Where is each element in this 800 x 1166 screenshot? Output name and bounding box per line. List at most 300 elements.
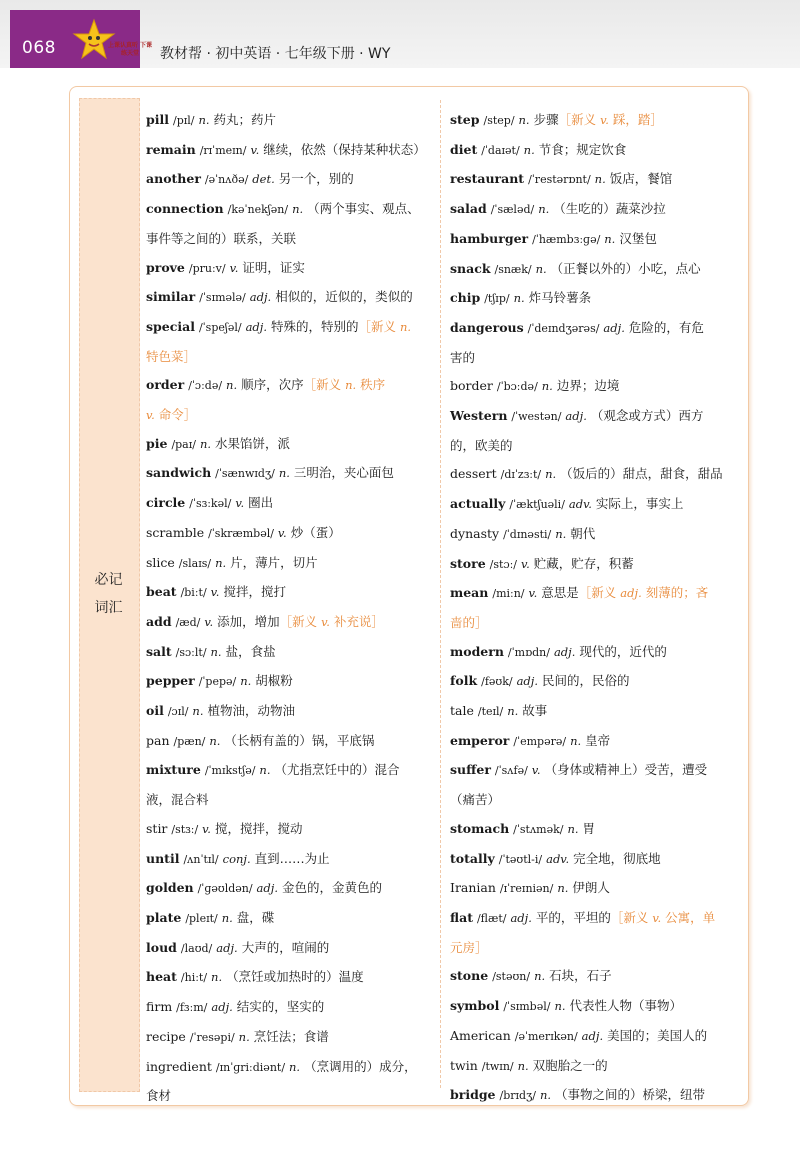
vocab-row — [450, 727, 740, 757]
new-meaning-text: ［新义 — [303, 377, 346, 393]
vocab-phonetic: /ˈdeɪndʒərəs/ — [527, 321, 600, 335]
vocab-word: ingredient — [146, 1058, 212, 1074]
vocab-pos: n. — [567, 821, 579, 836]
vocab-pos: adv. — [568, 497, 592, 512]
vocab-pos: n. — [199, 436, 212, 451]
vocab-meaning: 故事 — [522, 703, 548, 719]
vocab-phonetic: /ɔɪl/ — [167, 705, 189, 719]
vocab-meaning: （烹调用的）成分， — [304, 1058, 417, 1074]
vocab-row — [146, 283, 436, 313]
vocab-phonetic: /ˈresəpi/ — [189, 1030, 235, 1044]
vocab-word: remain — [146, 141, 196, 157]
vocab-word: heat — [146, 969, 177, 985]
vocab-pos: det. — [252, 172, 275, 187]
vocab-phonetic: /dɪˈzɜːt/ — [500, 468, 542, 482]
vocab-new-meaning — [559, 112, 663, 127]
vocab-phonetic: /ˈwestən/ — [511, 410, 562, 424]
new-meaning-pos: n. — [400, 319, 412, 334]
vocab-pos: adj. — [256, 881, 278, 896]
vocab-row — [450, 697, 740, 727]
vocab-row — [146, 489, 436, 519]
vocab-phonetic: /ˈæktʃuəli/ — [509, 498, 565, 512]
vocab-meaning: 顺序，次序 — [241, 377, 304, 393]
vocab-pos: adv. — [546, 851, 570, 866]
new-meaning-text: 补充说］ — [329, 613, 384, 629]
vocab-word: actually — [450, 496, 506, 512]
vocab-phonetic: /ˈmɪkstʃə/ — [204, 764, 256, 778]
vocab-new-meaning — [359, 319, 412, 334]
new-meaning-text: ［新义 — [358, 318, 401, 334]
vocab-word: sandwich — [146, 465, 212, 481]
vocab-pos: n. — [289, 1059, 301, 1074]
new-meaning-text: 刻薄的；吝 — [641, 585, 709, 601]
side-label — [79, 566, 138, 622]
vocab-pos: n. — [240, 674, 252, 689]
vocab-meaning: （尤指烹饪中的）混合 — [274, 762, 400, 778]
vocab-pos: adj. — [510, 910, 532, 925]
vocab-row — [450, 1022, 740, 1052]
vocab-meaning: 边界；边境 — [556, 378, 620, 394]
vocab-row — [450, 165, 740, 195]
vocab-meaning: 危险的，有危 — [628, 319, 704, 335]
vocab-phonetic: /stɔː/ — [489, 557, 518, 571]
vocab-meaning: 搅，搅拌，搅动 — [214, 820, 303, 836]
vocab-row — [146, 519, 436, 549]
vocab-meaning: 石块，石子 — [549, 968, 612, 984]
vocab-word: another — [146, 171, 201, 187]
new-meaning-pos: v. — [652, 910, 662, 925]
vocab-row — [450, 284, 740, 314]
vocab-phonetic: /kəˈnekʃən/ — [227, 203, 289, 217]
vocab-phonetic: /ˈsʌfə/ — [494, 764, 528, 778]
vocab-pos: v. — [210, 585, 220, 600]
vocab-phonetic: /ɪˈreɪniən/ — [499, 882, 554, 896]
new-meaning-text: 元房］ — [450, 939, 488, 955]
vocab-meaning: 民间的，民俗的 — [542, 673, 630, 689]
vocab-pos: adj. — [211, 1000, 233, 1015]
vocab-row — [450, 402, 740, 432]
vocab-word: pie — [146, 435, 168, 451]
vocab-row — [450, 845, 740, 875]
vocab-word: recipe — [146, 1028, 186, 1044]
vocab-meaning: 朝代 — [570, 525, 596, 541]
vocab-meaning: 皇帝 — [585, 732, 611, 748]
vocab-row — [146, 845, 436, 875]
vocab-phonetic: /ˈdɪnəsti/ — [503, 527, 552, 541]
vocab-meaning: 搅拌，搅打 — [223, 584, 286, 600]
vocab-meaning: 贮藏，贮存，积蓄 — [533, 555, 634, 571]
vocab-row — [146, 225, 436, 254]
vocab-word: mean — [450, 585, 489, 601]
vocab-word: border — [450, 378, 493, 394]
vocab-word: beat — [146, 584, 177, 600]
vocab-row — [146, 136, 436, 166]
vocab-word: step — [450, 112, 480, 127]
new-meaning-text: ［新义 — [558, 112, 601, 127]
vocab-word: tale — [450, 703, 474, 719]
vocab-row — [146, 963, 436, 993]
vocab-row — [146, 401, 436, 430]
vocab-phonetic: /fəʊk/ — [481, 675, 513, 689]
vocab-row — [450, 815, 740, 845]
vocab-row — [146, 904, 436, 934]
vocab-phonetic: /paɪ/ — [171, 437, 196, 451]
vocab-row — [146, 1082, 436, 1111]
vocab-pos: n. — [278, 466, 290, 481]
vocab-row — [450, 225, 740, 255]
vocab-pos: n. — [523, 142, 535, 157]
vocab-row — [450, 638, 740, 668]
vocab-pos: adj. — [565, 409, 587, 424]
vocab-pos: n. — [541, 379, 553, 394]
vocab-meaning: 汉堡包 — [619, 230, 657, 246]
vocab-word: bridge — [450, 1087, 496, 1103]
vocab-meaning: 节食；规定饮食 — [538, 141, 627, 157]
vocab-phonetic: /pruːv/ — [188, 261, 226, 275]
vocab-phonetic: /rɪˈmeɪn/ — [199, 143, 247, 157]
vocab-new-meaning — [611, 910, 715, 925]
vocab-new-meaning — [450, 615, 488, 630]
vocab-phonetic: /əˈmerɪkən/ — [514, 1029, 578, 1043]
vocab-phonetic: /ˈtəʊtl-i/ — [498, 852, 543, 866]
vocab-phonetic: /ˈrestərɒnt/ — [528, 173, 591, 187]
vocab-row — [450, 372, 740, 402]
vocab-new-meaning — [280, 614, 384, 629]
vocab-word: dessert — [450, 466, 497, 482]
vocab-word: stone — [450, 968, 489, 984]
vocab-pos: n. — [534, 969, 546, 984]
vocab-meaning: 植物油，动物油 — [207, 703, 295, 719]
vocab-meaning: 美国的；美国人的 — [607, 1027, 708, 1043]
vocab-meaning: 特殊的，特别的 — [271, 318, 359, 334]
vocab-phonetic: /ˈsɪmələ/ — [199, 291, 246, 305]
vocab-row — [450, 609, 740, 638]
vocab-pos: n. — [545, 467, 557, 482]
vocab-meaning: 药丸；药片 — [213, 112, 277, 127]
vocab-row — [450, 992, 740, 1022]
vocab-phonetic: /ˈpepə/ — [198, 675, 237, 689]
vocab-word: pepper — [146, 673, 195, 689]
vocab-meaning: 意思是 — [541, 585, 579, 601]
vocab-phonetic: /pleɪt/ — [185, 911, 218, 925]
vocab-pos: adj. — [516, 674, 539, 689]
vocab-word: plate — [146, 909, 182, 925]
vocab-phonetic: /pɪl/ — [172, 114, 195, 127]
page-number: 068 — [22, 38, 56, 58]
vocab-meaning: 平的，平坦的 — [535, 909, 611, 925]
vocab-row — [146, 608, 436, 638]
vocab-row — [450, 579, 740, 609]
new-meaning-text: 命令］ — [154, 407, 197, 423]
vocab-word: connection — [146, 201, 224, 217]
vocab-word: prove — [146, 259, 185, 275]
vocab-pos: n. — [517, 1058, 529, 1073]
vocab-new-meaning — [450, 940, 488, 955]
vocab-row — [146, 1053, 436, 1083]
vocab-phonetic: /ɪnˈɡriːdiənt/ — [215, 1060, 286, 1074]
vocab-row — [450, 786, 740, 815]
vocab-row — [146, 578, 436, 608]
vocab-word: golden — [146, 880, 194, 896]
vocab-meaning: 烹饪法；食谱 — [253, 1028, 329, 1044]
new-meaning-pos: adj. — [620, 586, 642, 601]
vocab-word: folk — [450, 673, 478, 689]
vocab-phonetic: /stɜː/ — [171, 822, 199, 836]
vocab-pos: n. — [215, 555, 227, 570]
vocab-meaning: 结实的，坚实的 — [236, 999, 325, 1015]
vocab-phonetic: /pæn/ — [173, 734, 206, 748]
vocab-meaning: 相似的，近似的，类似的 — [275, 289, 413, 305]
vocab-word: add — [146, 613, 172, 629]
vocab-pos: adj. — [249, 290, 272, 305]
vocab-pos: v. — [528, 586, 538, 601]
new-meaning-text: 啬的］ — [450, 614, 488, 630]
vocab-meaning: （饭后的）甜点，甜食，甜品 — [560, 466, 723, 482]
vocab-word: pan — [146, 732, 170, 748]
vocab-word: snack — [450, 260, 491, 276]
vocab-phonetic: /brɪdʒ/ — [499, 1089, 536, 1103]
vocab-pos: n. — [604, 231, 616, 246]
vocab-row — [146, 667, 436, 697]
vocab-pos: n. — [292, 202, 304, 217]
vocab-pos: n. — [192, 704, 204, 719]
vocab-meaning: 伊朗人 — [572, 880, 610, 896]
vocab-row — [450, 934, 740, 963]
vocab-meaning: 炒（蛋） — [290, 524, 341, 540]
new-meaning-text: 踩，踏］ — [608, 112, 663, 127]
vocab-word: mixture — [146, 762, 201, 778]
vocab-pos: n. — [209, 733, 221, 748]
vocab-pos: v. — [521, 556, 530, 571]
vocab-row — [450, 550, 740, 580]
vocab-meaning: 现代的，近代的 — [579, 643, 667, 659]
vocab-row — [146, 549, 436, 579]
vocab-row — [450, 962, 740, 992]
vocab-meaning: （观念或方式）西方 — [590, 408, 704, 424]
vocab-row — [450, 136, 740, 166]
vocab-word: store — [450, 555, 486, 571]
vocab-row — [146, 815, 436, 845]
vocab-meaning: 直到……为止 — [254, 850, 330, 866]
vocab-pos: v. — [235, 496, 245, 511]
vocab-new-meaning — [304, 377, 386, 392]
vocab-pos: adj. — [216, 940, 238, 955]
vocab-pos: n. — [513, 291, 525, 306]
vocab-meaning: 胡椒粉 — [255, 673, 293, 689]
vocab-meaning: 添加，增加 — [217, 613, 280, 629]
vocab-word: flat — [450, 909, 473, 925]
vocab-pos: n. — [535, 261, 547, 276]
vocab-meaning: （生吃的）蔬菜沙拉 — [553, 201, 666, 217]
vocab-pos: n. — [554, 999, 566, 1014]
vocab-row — [450, 874, 740, 904]
new-meaning-text: ［新义 — [610, 909, 653, 925]
vocab-word: dynasty — [450, 525, 500, 541]
vocab-phonetic: /stəʊn/ — [492, 970, 531, 984]
vocab-phonetic: /ˈsæləd/ — [490, 203, 535, 217]
vocab-meaning: 盘，碟 — [236, 909, 275, 925]
vocab-meaning: 完全地，彻底地 — [573, 850, 661, 866]
vocab-pos: v. — [229, 260, 239, 275]
new-meaning-pos: v. — [146, 408, 155, 423]
vocab-phonetic: /twɪn/ — [481, 1059, 514, 1073]
new-meaning-text: 公寓，单 — [661, 909, 716, 925]
vocab-row — [146, 1023, 436, 1053]
vocab-phonetic: /tʃɪp/ — [484, 292, 510, 306]
vocab-pos: n. — [259, 763, 271, 778]
vocab-word: modern — [450, 643, 504, 659]
vocab-word: firm — [146, 999, 173, 1015]
vocab-meaning: 圈出 — [248, 495, 274, 511]
vocab-phonetic: /ˈbɔːdə/ — [496, 380, 538, 394]
vocab-phonetic: /ˈempərə/ — [513, 734, 567, 748]
vocab-row — [146, 934, 436, 964]
vocab-phonetic: /ˈstʌmək/ — [513, 822, 564, 836]
vocab-meaning: （痛苦） — [450, 792, 501, 808]
vocab-row — [450, 432, 740, 461]
vocab-phonetic: /fɜːm/ — [176, 1001, 208, 1015]
vocab-word: dangerous — [450, 319, 524, 335]
vocab-pos: n. — [538, 202, 550, 217]
vocab-word: slice — [146, 554, 175, 570]
vocab-word: twin — [450, 1057, 478, 1073]
vocab-phonetic: /ˈsɪmbəl/ — [503, 1000, 551, 1014]
vocab-word: stir — [146, 820, 168, 836]
vocab-pos: v. — [531, 763, 541, 778]
vocab-phonetic: /ˈskræmbəl/ — [208, 526, 274, 540]
vocab-row — [146, 106, 436, 136]
vocab-row — [450, 314, 740, 344]
vocab-row — [146, 313, 436, 343]
vocab-meaning: （长柄有盖的）锅，平底锅 — [224, 732, 375, 748]
vocab-pos: n. — [198, 113, 210, 127]
vocab-pos: n. — [238, 1029, 250, 1044]
vocab-pos: n. — [221, 910, 233, 925]
vocab-meaning: 事件等之间的）联系，关联 — [146, 230, 297, 246]
vocab-pos: adj. — [553, 644, 576, 659]
vocab-row — [146, 874, 436, 904]
vocab-pos: n. — [226, 378, 238, 393]
vocab-pos: n. — [518, 113, 530, 127]
vocab-new-meaning — [579, 585, 708, 600]
vocab-phonetic: /miːn/ — [492, 587, 525, 601]
vocab-phonetic: /ʌnˈtɪl/ — [183, 852, 219, 866]
vocab-meaning: 食材 — [146, 1088, 172, 1104]
vocab-meaning: 继续，依然（保持某种状态） — [263, 141, 426, 157]
vocab-pos: n. — [557, 881, 569, 896]
vocab-phonetic: /snæk/ — [494, 262, 532, 276]
vocab-word: emperor — [450, 732, 510, 748]
vocab-meaning: 片，薄片，切片 — [230, 554, 318, 570]
vocab-phonetic: /ˈɡəʊldən/ — [197, 882, 253, 896]
side-label-line: 词汇 — [94, 600, 123, 616]
vocab-word: stomach — [450, 820, 510, 836]
vocab-meaning: 的，欧美的 — [450, 437, 513, 453]
left-vocab-column — [146, 106, 436, 1111]
vocab-word: oil — [146, 703, 164, 719]
vocab-word: loud — [146, 939, 177, 955]
vocab-pos: n. — [539, 1088, 552, 1103]
vocab-meaning: 水果馅饼，派 — [215, 435, 291, 451]
vocab-meaning: 实际上，事实上 — [595, 496, 684, 512]
vocab-row — [450, 255, 740, 285]
vocab-pos: adj. — [245, 319, 268, 334]
vocab-row — [146, 697, 436, 727]
vocab-new-meaning — [146, 349, 196, 364]
vocab-pos: conj. — [222, 851, 251, 866]
vocab-row — [450, 904, 740, 934]
vocab-word: hamburger — [450, 230, 529, 246]
vocab-word: chip — [450, 290, 481, 306]
vocab-row — [450, 195, 740, 225]
vocab-pos: v. — [250, 142, 260, 157]
vocab-row — [450, 1081, 740, 1111]
vocab-meaning: 双胞胎之一的 — [532, 1057, 608, 1073]
vocab-phonetic: /teɪl/ — [477, 705, 504, 719]
vocab-word: restaurant — [450, 171, 525, 187]
vocab-word: salt — [146, 643, 172, 659]
vocab-pos: n. — [555, 526, 567, 541]
vocab-meaning: （身体或精神上）受苦，遭受 — [544, 762, 708, 778]
vocab-meaning: 三明治，夹心面包 — [293, 465, 394, 481]
vocab-word: diet — [450, 141, 478, 157]
vocab-row — [146, 430, 436, 460]
vocab-meaning: 害的 — [450, 349, 476, 365]
side-label-line: 必记 — [94, 572, 123, 588]
new-meaning-pos: n. — [345, 378, 357, 393]
vocab-phonetic: /hiːt/ — [180, 971, 208, 985]
vocab-row — [146, 786, 436, 815]
vocab-word: Western — [450, 408, 508, 424]
vocab-word: pill — [146, 112, 169, 127]
vocab-row — [146, 343, 436, 372]
vocab-phonetic: /ˈmɒdn/ — [507, 645, 550, 659]
column-divider — [440, 100, 441, 1088]
vocab-pos: adj. — [581, 1028, 604, 1043]
vocab-row — [450, 490, 740, 520]
vocab-meaning: 液，混合料 — [146, 792, 209, 808]
vocab-phonetic: /ˈspeʃəl/ — [198, 320, 242, 334]
vocab-pos: n. — [594, 172, 606, 187]
new-meaning-text: 特色菜］ — [146, 348, 197, 364]
right-vocab-column — [450, 106, 740, 1111]
vocab-phonetic: /laʊd/ — [180, 941, 213, 955]
vocab-new-meaning — [146, 407, 196, 422]
vocab-meaning: 盐，食盐 — [225, 643, 276, 659]
vocab-row — [450, 1052, 740, 1082]
vocab-meaning: （两个事实、观点、 — [307, 201, 420, 217]
vocab-meaning: 代表性人物（事物） — [569, 998, 682, 1014]
vocab-row — [146, 165, 436, 195]
vocab-row — [146, 638, 436, 668]
vocab-pos: v. — [204, 614, 214, 629]
vocab-row — [146, 371, 436, 401]
vocab-pos: v. — [202, 821, 211, 836]
vocab-row — [450, 667, 740, 697]
vocab-phonetic: /ˈhæmbɜːɡə/ — [532, 232, 601, 246]
new-meaning-text: ［新义 — [279, 613, 322, 629]
vocab-pos: n. — [211, 970, 223, 985]
vocab-phonetic: /flæt/ — [476, 911, 507, 925]
vocab-row — [450, 460, 740, 490]
book-title: 教材帮 · 初中英语 · 七年级下册 · WY — [160, 46, 391, 62]
vocab-phonetic: /biːt/ — [180, 586, 207, 600]
vocab-word: totally — [450, 850, 495, 866]
vocab-pos: adj. — [603, 320, 625, 335]
vocab-phonetic: /slaɪs/ — [178, 556, 212, 570]
vocab-pos: n. — [507, 704, 519, 719]
vocab-row — [450, 106, 740, 136]
